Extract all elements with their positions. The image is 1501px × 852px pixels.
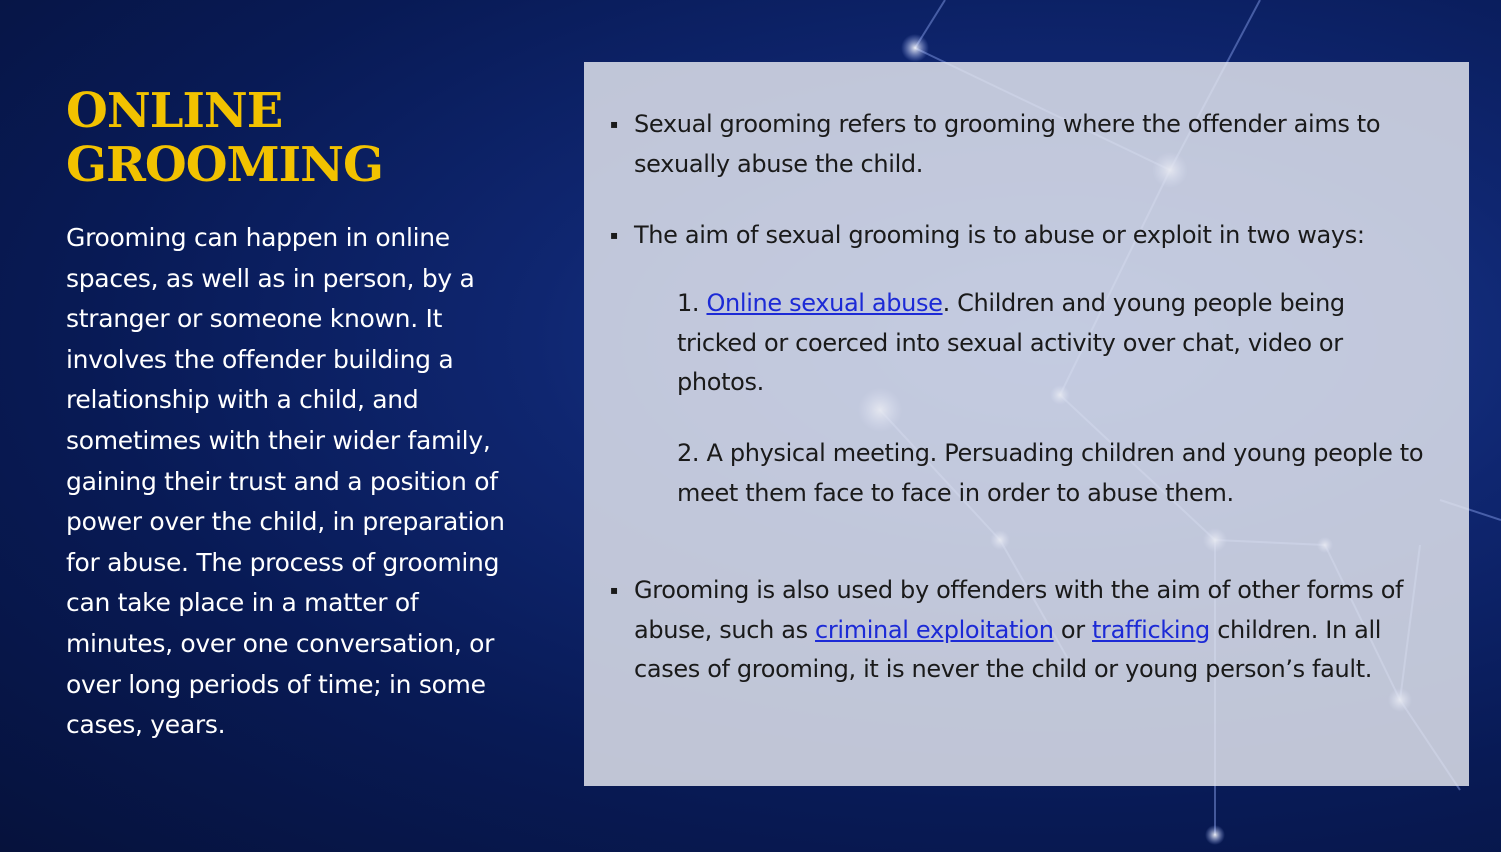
list-item-number: 1. [677, 289, 707, 317]
online-sexual-abuse-link[interactable]: Online sexual abuse [706, 289, 943, 317]
trafficking-link[interactable]: trafficking [1092, 615, 1210, 644]
list-item-online-sexual-abuse [677, 284, 1427, 403]
criminal-exploitation-link[interactable]: criminal exploitation [815, 615, 1054, 644]
page-title-line-2: GROOMING [66, 137, 383, 193]
intro-paragraph: Grooming can happen in online spaces, as well as in person, by a stranger or someone known. It involves the offender building a relationship with a child, and sometimes with their wider family, gaining their trust and a position of power over the child, in preparation for abuse. The process of grooming can take place in a matter of minutes, over one conversation, or over long periods of time; in some cases, years. [66, 223, 505, 740]
bullet-marker: ▪ [610, 228, 618, 242]
bullet-text: Sexual grooming refers to grooming where the offender aims to sexually abuse the child. [634, 110, 1381, 178]
bullet-marker: ▪ [610, 583, 618, 597]
bullet-sexual-grooming-definition [610, 105, 1445, 184]
bullet-marker: ▪ [610, 117, 618, 131]
page-title-line-1: ONLINE [66, 83, 283, 139]
bullet-text: The aim of sexual grooming is to abuse or exploit in two ways: [634, 221, 1365, 249]
list-item-text: . Children and young people being tricked or coerced into sexual activity over chat, video or photos. [677, 289, 1345, 396]
list-item-physical-meeting: 2. A physical meeting. Persuading children and young people to meet them face to face in order to abuse them. [677, 439, 1424, 507]
page-title [66, 84, 383, 192]
bullet-text: Grooming is also used by offenders with the aim of other forms of abuse, such as criminal exploitation or trafficking children. In all cases of grooming, it is never the child or young person’s fault. [634, 576, 1404, 683]
bullet-other-forms-of-abuse [610, 571, 1445, 690]
bullet-aim-of-grooming [610, 216, 1445, 256]
content-panel [584, 62, 1469, 786]
